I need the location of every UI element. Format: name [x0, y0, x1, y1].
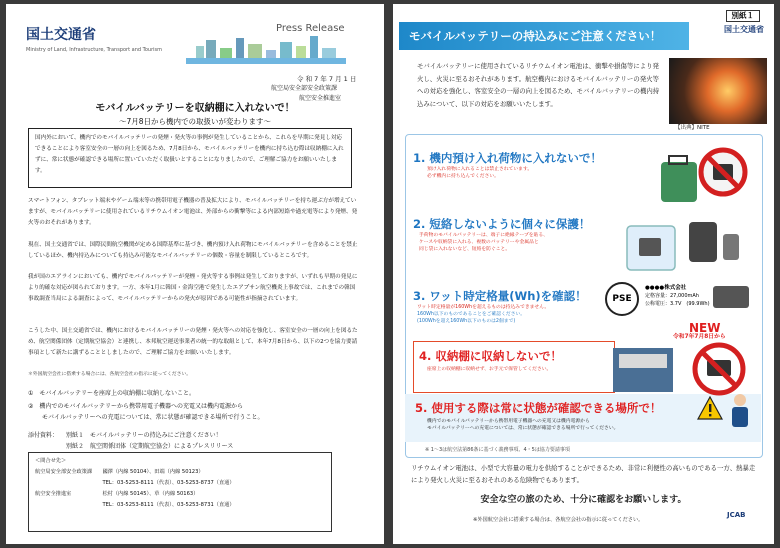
leaflet-outro: リチウムイオン電池は、小型で大容量の電力を供給することができるため、非常に利便性の高いものである一方、熱暴走により発火し火災に至るおそれのある危険物でもあります。	[411, 464, 756, 484]
attachment-tag: 別紙１	[726, 10, 761, 22]
pse-mark-icon: PSE	[605, 282, 639, 316]
contact-box	[28, 452, 332, 532]
new-badge: NEW	[689, 321, 721, 335]
contact-heading: ＜問合せ先＞	[35, 458, 67, 464]
no-checked-baggage-icon	[651, 144, 751, 208]
paragraph-4: こうした中、国土交通省では、機内におけるモバイルバッテリーの発煙・発火等への対応を強化し、客室安全の一層の向上を図るため、航空関係団体（定期航空協会）と連携し、本邦航空運送事業者の統一的な取組として、本年7月8日から、以下の2つを協力要請事項として新たに講ずることとしましたので、ご理解ご協力をお願いいたします。	[28, 328, 358, 356]
mlit-logo-english: Ministry of Land, Infrastructure, Transport and Tourism	[26, 47, 163, 53]
attachment-label: 添付資料：	[28, 432, 59, 439]
step-2-note: 手荷物のモバイルバッテリーは、端子に絶縁テープを貼る、	[419, 233, 548, 238]
leaflet-banner: モバイルバッテリーの持込みにご注意ください！	[399, 22, 689, 50]
photo-caption: 【出典】NITE	[675, 125, 710, 131]
step-5-note: モバイルバッテリーへの充電については、常に状態が確認できる場所で行ってください。	[427, 426, 619, 431]
request-item-2-cont: モバイルバッテリーへの充電については、常に状態が確認できる場所で行うこと。	[42, 414, 264, 421]
step-5-note: 機内でのモバイルバッテリーから携帯用電子機器への充電又は機内電源から	[427, 419, 590, 424]
battery-label-capacity: 定格容量：27,000mAh	[645, 293, 699, 299]
paragraph-1: スマートフォン、タブレット端末やゲーム端末等の携帯用電子機器の普及拡大により、モバイルバッテリーを持ち運ぶ方が増えていますが、モバイルバッテリーに使用されているリチウムイオン電池は、外部からの衝撃等による内部短絡や過充電等により発煙、発火等のおそれがあります。	[28, 198, 358, 226]
contact-row: TEL：03-5253-8111（代表）、03-5253-8731（直通）	[35, 502, 235, 508]
step-4-title: 4. 収納棚に収納しないで！	[419, 349, 562, 363]
jcab-logo: JCAB	[727, 511, 746, 519]
step-2-title: 2. 短絡しないように個々に保護！	[413, 217, 591, 231]
leaflet-intro: モバイルバッテリーに使用されているリチウムイオン電池は、衝撃や損傷等により発火し、火災に至るおそれがあります。航空機内におけるモバイルバッテリーの発火等への対応を強化し、客室安全の一層の向上を図るため、モバイルバッテリーの機内持込みについて、以下の対応をお願いいたします。	[417, 62, 660, 108]
step-2-note: ケースや収納袋に入れる、複数のバッテリーや金属品と	[419, 240, 539, 245]
press-release-page	[6, 4, 384, 544]
contact-row: TEL：03-5253-8111（代表）、03-5253-8737（直通）	[35, 480, 235, 486]
skyline-graphic-icon	[186, 34, 346, 64]
closing-message: 安全な空の旅のため、十分に確認をお願いします。	[480, 495, 687, 505]
attachment-1: 別紙１ モバイルバッテリーの持込みにご注意ください！	[66, 432, 222, 439]
mlit-logo-text: 国土交通省	[26, 27, 96, 43]
contact-row: 航空安全推進室 松村（内線 50145）、草（内線 50163）	[35, 491, 199, 497]
contact-row: 航空局安全部安全政策課 國澤（内線 50104）、田端（内線 50123）	[35, 469, 204, 475]
step-3-note: (100Whを超え160Wh以下のものは2個まで)	[417, 319, 516, 324]
battery-image	[713, 286, 749, 308]
document-subtitle: ～7月8日から機内での取扱いが変わります～	[118, 117, 272, 126]
foreign-airline-note: ※外国航空会社に搭乗する場合は、各航空会社の指示に従ってください。	[473, 517, 644, 523]
mlit-logo-small: 国土交通省	[724, 25, 764, 34]
request-item-2: ② 機内でのモバイルバッテリーから携帯用電子機器への充電又は機内電源から	[28, 403, 243, 410]
step-3-note: ワット時定格量が160Whを超えるものは持込みできません。	[417, 305, 550, 310]
paragraph-3: 我が国のエアラインにおいても、機内でモバイルバッテリーが発煙・発火等する事例は発生しておりますが、いずれも早期の発見により的確な対応が図られております。一方、本年1月に韓国・金海空港で発生したエアプサン航空機炎上事故では、これまでの韓国事故調査当局による調査によって、モバイルバッテリーからの発火が原因である可能性が指摘されています。	[28, 274, 358, 302]
step-2-note: 同じ袋に入れないなど、短絡を防ぐこと。	[419, 247, 511, 252]
flight-attendant-icon	[727, 392, 753, 432]
step-3-title: 3. ワット時定格量(Wh)を確認！	[413, 289, 587, 303]
summary-box: 国内外において、機内でのモバイルバッテリーの発煙・発火等の事例が発生していることから、これらを早期に発見し対応できることにより客室安全の一層の向上を図るため、7月8日から、モバイルバッテリーを機内に持ち込む際は収納棚に入れずに、常に状態が確認できる場所に置いていただく取扱いとすることになりましたので、ご理解ご協力をお願いいたします。	[28, 128, 352, 188]
battery-label-voltage: 公称電圧：3.7V (99.9Wh)	[645, 301, 710, 307]
document-title: モバイルバッテリーを収納棚に入れないで！	[95, 103, 295, 114]
battery-fire-photo	[669, 58, 767, 124]
step-5-title: 5. 使用する際は常に状態が確認できる場所で！	[415, 401, 662, 415]
department-name: 航空局安全部安全政策課	[271, 85, 338, 92]
paragraph-2: 現在、国土交通省では、国際民間航空機関が定める国際基準に基づき、機内預け入れ荷物にモバイルバッテリーを含めることを禁止しているほか、機内持込みについても持込み可能なモバイルバッテリーの個数・容量を制限しているところです。	[28, 242, 358, 259]
step-1-note: 預け入れ荷物に入れることは禁止されています。	[427, 167, 533, 172]
step-3-note: 160Wh以下のものであることをご確認ください。	[417, 312, 526, 317]
new-effective-date: 令和7年7月8日から	[673, 334, 726, 340]
request-item-1: ① モバイルバッテリーを座席上の収納棚に収納しないこと。	[28, 390, 195, 397]
office-name: 航空安全推進室	[299, 95, 342, 102]
attachment-2: 別紙２ 航空関係団体（定期航空協会）によるプレスリリース	[66, 443, 234, 450]
step-1-note: 必ず機内に持ち込んでください。	[427, 174, 499, 179]
paragraph-4-note: ＊外国航空会社に搭乗する場合には、各航空会社の指示に従ってください。	[28, 372, 192, 377]
step-1-title: 1. 機内預け入れ荷物に入れないで！	[413, 151, 602, 165]
battery-label-company: ●●●●株式会社	[645, 285, 687, 291]
leaflet-page	[393, 4, 774, 544]
step-4-note: 座席上の収納棚に収納せず、お手元で保管してください。	[427, 367, 552, 372]
no-overhead-bin-icon	[613, 342, 753, 396]
press-release-label: Press Release	[276, 23, 345, 34]
steps-footnote: ※ 1～3は航空法第86条に基づく義務事項、4・5は協力要請事項	[425, 447, 570, 453]
release-date: 令 和 7 年 7 月 1 日	[297, 75, 357, 83]
insulated-battery-icon	[619, 214, 749, 280]
warning-triangle-icon	[697, 396, 723, 420]
